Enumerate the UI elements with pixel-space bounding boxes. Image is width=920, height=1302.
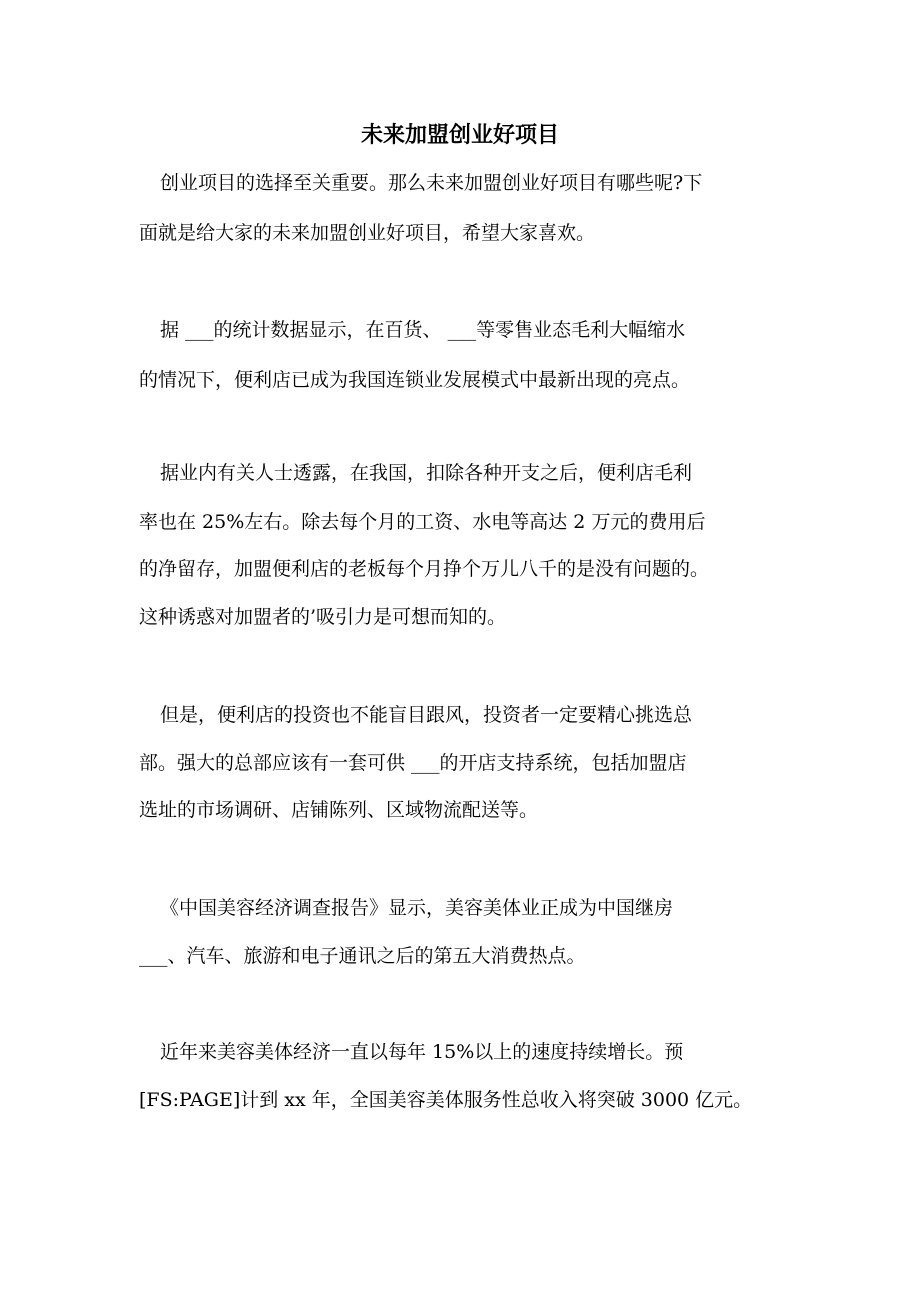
paragraph-1-line-2: 面就是给大家的未来加盟创业好项目，希望大家喜欢。 xyxy=(139,222,596,244)
paragraph-5-line-2: ___、汽车、旅游和电子通讯之后的第五大消费热点。 xyxy=(139,945,586,967)
document-title: 未来加盟创业好项目 xyxy=(360,122,559,148)
paragraph-3-line-3: 的净留存，加盟便利店的老板每个月挣个万儿八千的是没有问题的。 xyxy=(139,558,710,580)
paragraph-6-line-2: [FS:PAGE]计到 xx 年，全国美容美体服务性总收入将突破 3000 亿元。 xyxy=(139,1089,753,1111)
paragraph-3-line-2: 率也在 25%左右。除去每个月的工资、水电等高达 2 万元的费用后 xyxy=(139,511,706,533)
paragraph-6-line-1: 近年来美容美体经济一直以每年 15%以上的速度持续增长。预 xyxy=(160,1041,684,1063)
paragraph-4-line-3: 选址的市场调研、店铺陈列、区域物流配送等。 xyxy=(139,799,539,821)
paragraph-5-line-1: 《中国美容经济调查报告》显示，美容美体业正成为中国继房 xyxy=(160,897,674,919)
paragraph-2-line-2: 的情况下，便利店已成为我国连锁业发展模式中最新出现的亮点。 xyxy=(139,369,691,391)
paragraph-3-line-4: 这种诱惑对加盟者的’吸引力是可想而知的。 xyxy=(139,606,507,628)
paragraph-3-line-1: 据业内有关人士透露，在我国，扣除各种开支之后，便利店毛利 xyxy=(160,462,693,484)
paragraph-2-line-1: 据 ___的统计数据显示，在百货、 ___等零售业态毛利大幅缩水 xyxy=(160,319,686,341)
paragraph-4-line-2: 部。强大的总部应该有一套可供 ___的开店支持系统，包括加盟店 xyxy=(139,752,687,774)
paragraph-1-line-1: 创业项目的选择至关重要。那么未来加盟创业好项目有哪些呢?下 xyxy=(160,172,703,194)
paragraph-4-line-1: 但是，便利店的投资也不能盲目跟风，投资者一定要精心挑选总 xyxy=(160,704,693,726)
